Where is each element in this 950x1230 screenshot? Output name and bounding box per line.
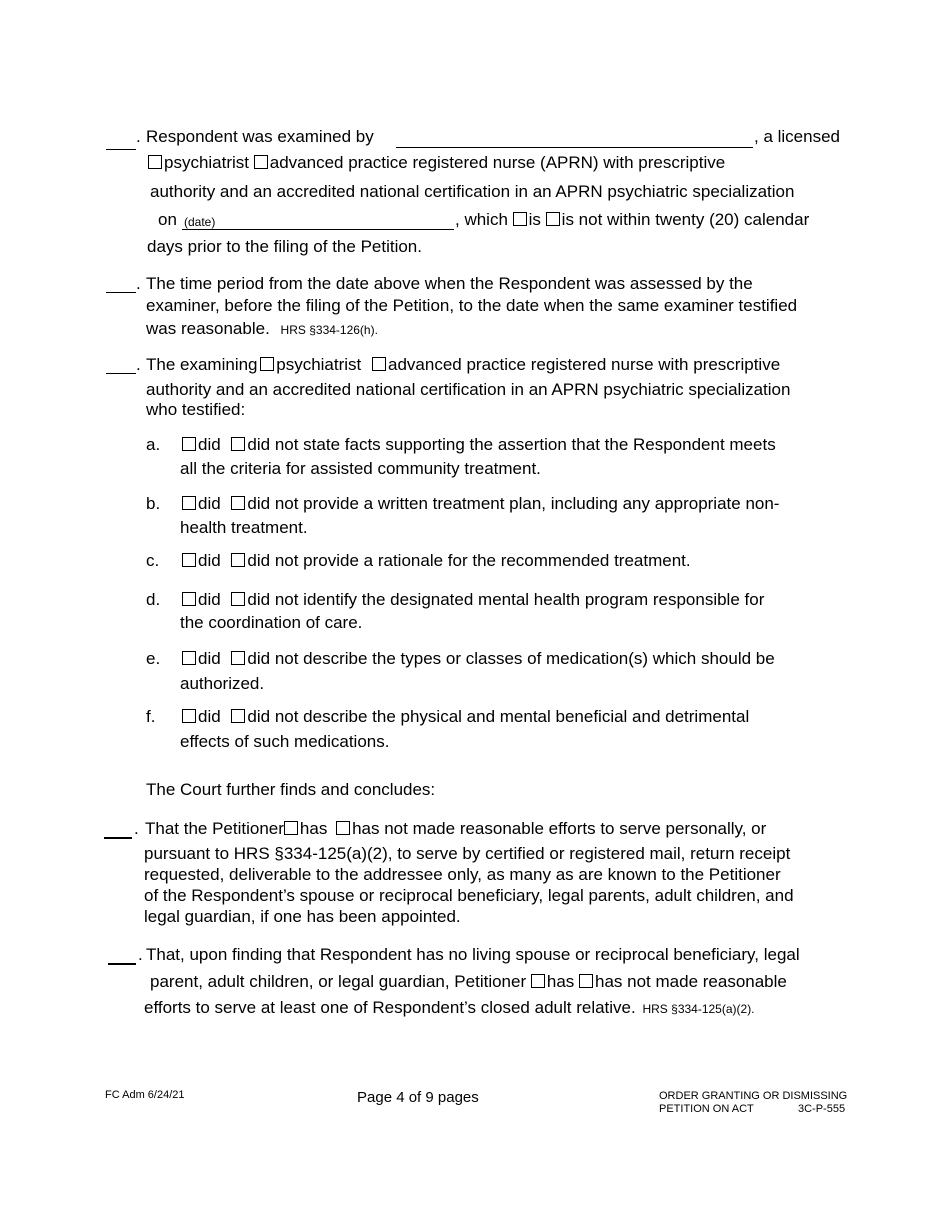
subitem-letter: d. [146, 590, 161, 609]
item4-has-not-checkbox[interactable] [336, 821, 350, 835]
subitem-letter: f. [146, 707, 156, 726]
item5-line3-text: efforts to serve at least one of Respondent’s closed adult relative. [144, 998, 636, 1017]
did-not-text: did not identify the designated mental health program responsible for [247, 590, 765, 609]
did-not-text: did not provide a rationale for the recommended treatment. [247, 551, 691, 570]
item5-line2 [150, 972, 787, 992]
aprn-label: advanced practice registered nurse (APRN) with prescriptive [269, 153, 726, 172]
subitem-line1 [182, 707, 749, 727]
did-not-checkbox[interactable] [231, 553, 245, 567]
item5-line3 [144, 998, 755, 1018]
is-checkbox[interactable] [513, 212, 527, 226]
subitem-line1 [182, 494, 779, 514]
item4-marker-blank[interactable] [104, 837, 132, 839]
did-checkbox[interactable] [182, 651, 196, 665]
item1-line1-post: , a licensed [754, 127, 840, 146]
item1-line4-rest [455, 210, 809, 230]
subitem-letter: c. [146, 551, 160, 570]
footer-doc-subtitle: PETITION ON ACT [659, 1103, 754, 1115]
item4-line4: of the Respondent’s spouse or reciprocal beneficiary, legal parents, adult children, and [144, 886, 794, 905]
did-checkbox[interactable] [182, 553, 196, 567]
date-label: (date) [184, 215, 216, 229]
item2-line3-text: was reasonable. [146, 319, 270, 338]
item4-line1 [145, 819, 766, 839]
did-not-text: did not provide a written treatment plan, including any appropriate non- [247, 494, 780, 513]
footer-doc-code: 3C-P-555 [798, 1103, 846, 1115]
item4-has-label: has [299, 819, 328, 838]
did-checkbox[interactable] [182, 496, 196, 510]
subitem-letter: b. [146, 494, 161, 513]
psychiatrist-checkbox[interactable] [148, 155, 162, 169]
subitem-line2: health treatment. [180, 518, 308, 537]
did-label: did [198, 590, 221, 609]
item4-marker: . [134, 819, 139, 838]
item3-marker: . [136, 355, 141, 374]
did-label: did [198, 435, 221, 454]
item5-has-not-label: has not made reasonable [595, 972, 787, 991]
item2-line3 [146, 319, 378, 339]
item5-has-label: has [546, 972, 575, 991]
did-not-checkbox[interactable] [231, 651, 245, 665]
item2-cite: HRS §334-126(h). [280, 323, 378, 337]
item1-line3: authority and an accredited national certification in an APRN psychiatric specialization [150, 182, 795, 201]
item3-marker-blank[interactable] [106, 373, 136, 374]
item5-marker-blank[interactable] [108, 963, 136, 965]
did-not-checkbox[interactable] [231, 709, 245, 723]
item3-line3: who testified: [146, 400, 246, 419]
did-not-checkbox[interactable] [231, 437, 245, 451]
did-not-checkbox[interactable] [231, 592, 245, 606]
item4-has-checkbox[interactable] [284, 821, 298, 835]
item4-line3: requested, deliverable to the addressee only, as many as are known to the Petitioner [144, 865, 781, 884]
footer-doc-title: ORDER GRANTING OR DISMISSING [659, 1090, 848, 1102]
exam-date-field[interactable] [182, 229, 454, 230]
did-checkbox[interactable] [182, 592, 196, 606]
item4-line5: legal guardian, if one has been appointed. [144, 907, 461, 926]
item1-on: on [158, 210, 177, 229]
did-label: did [198, 551, 221, 570]
did-label: did [198, 649, 221, 668]
psychiatrist-label: psychiatrist [164, 153, 250, 172]
item3-line1 [146, 355, 780, 375]
aprn-checkbox[interactable] [254, 155, 268, 169]
subitem-line1 [182, 551, 691, 571]
subitem-line2: all the criteria for assisted community treatment. [180, 459, 541, 478]
subitem-line1 [182, 435, 776, 455]
item1-marker: . [136, 127, 141, 146]
did-checkbox[interactable] [182, 437, 196, 451]
item3-aprn-label: advanced practice registered nurse with prescriptive [388, 355, 781, 374]
footer-page-number: Page 4 of 9 pages [357, 1089, 479, 1106]
item3-aprn-checkbox[interactable] [372, 357, 386, 371]
subitem-line1 [182, 590, 764, 610]
item2-marker: . [136, 274, 141, 293]
is-not-label: is not within twenty (20) calendar [561, 210, 810, 229]
further-finds-heading: The Court further finds and concludes: [146, 780, 436, 799]
item5-has-not-checkbox[interactable] [579, 974, 593, 988]
item1-line2 [148, 153, 725, 173]
item4-line2: pursuant to HRS §334-125(a)(2), to serve by certified or registered mail, return receipt [144, 844, 791, 863]
item3-psychiatrist-checkbox[interactable] [260, 357, 274, 371]
item2-marker-blank[interactable] [106, 292, 136, 293]
subitem-line2: authorized. [180, 674, 265, 693]
item3-psychiatrist-label: psychiatrist [276, 355, 362, 374]
which-text: , which [455, 210, 508, 229]
item5-line2-pre: parent, adult children, or legal guardian, Petitioner [150, 972, 527, 991]
examiner-name-field[interactable] [396, 147, 753, 148]
subitem-letter: a. [146, 435, 161, 454]
subitem-line2: the coordination of care. [180, 613, 363, 632]
item4-has-not-label: has not made reasonable efforts to serve personally, or [352, 819, 767, 838]
did-not-text: did not describe the types or classes of medication(s) which should be [247, 649, 775, 668]
item5-line1: That, upon finding that Respondent has no living spouse or reciprocal beneficiary, legal [146, 945, 800, 964]
item2-line2: examiner, before the filing of the Petition, to the date when the same examiner testified [146, 296, 798, 315]
item1-marker-blank[interactable] [106, 149, 136, 150]
item1-line5: days prior to the filing of the Petition. [147, 237, 422, 256]
is-label: is [528, 210, 541, 229]
did-label: did [198, 707, 221, 726]
did-label: did [198, 494, 221, 513]
item3-line2: authority and an accredited national certification in an APRN psychiatric specialization [146, 380, 791, 399]
is-not-checkbox[interactable] [546, 212, 560, 226]
subitem-line2: effects of such medications. [180, 732, 390, 751]
footer-form-id: FC Adm 6/24/21 [105, 1089, 185, 1101]
item5-cite: HRS §334-125(a)(2). [642, 1002, 755, 1016]
did-not-checkbox[interactable] [231, 496, 245, 510]
subitem-line1 [182, 649, 775, 669]
item5-has-checkbox[interactable] [531, 974, 545, 988]
item1-line1-pre: Respondent was examined by [146, 127, 374, 146]
item2-line1: The time period from the date above when the Respondent was assessed by the [146, 274, 753, 293]
did-not-text: did not describe the physical and mental beneficial and detrimental [247, 707, 750, 726]
did-not-text: did not state facts supporting the assertion that the Respondent meets [247, 435, 776, 454]
subitem-letter: e. [146, 649, 161, 668]
item3-pre: The examining [146, 355, 258, 374]
did-checkbox[interactable] [182, 709, 196, 723]
item5-marker: . [138, 945, 143, 964]
item4-pre: That the Petitioner [145, 819, 284, 838]
